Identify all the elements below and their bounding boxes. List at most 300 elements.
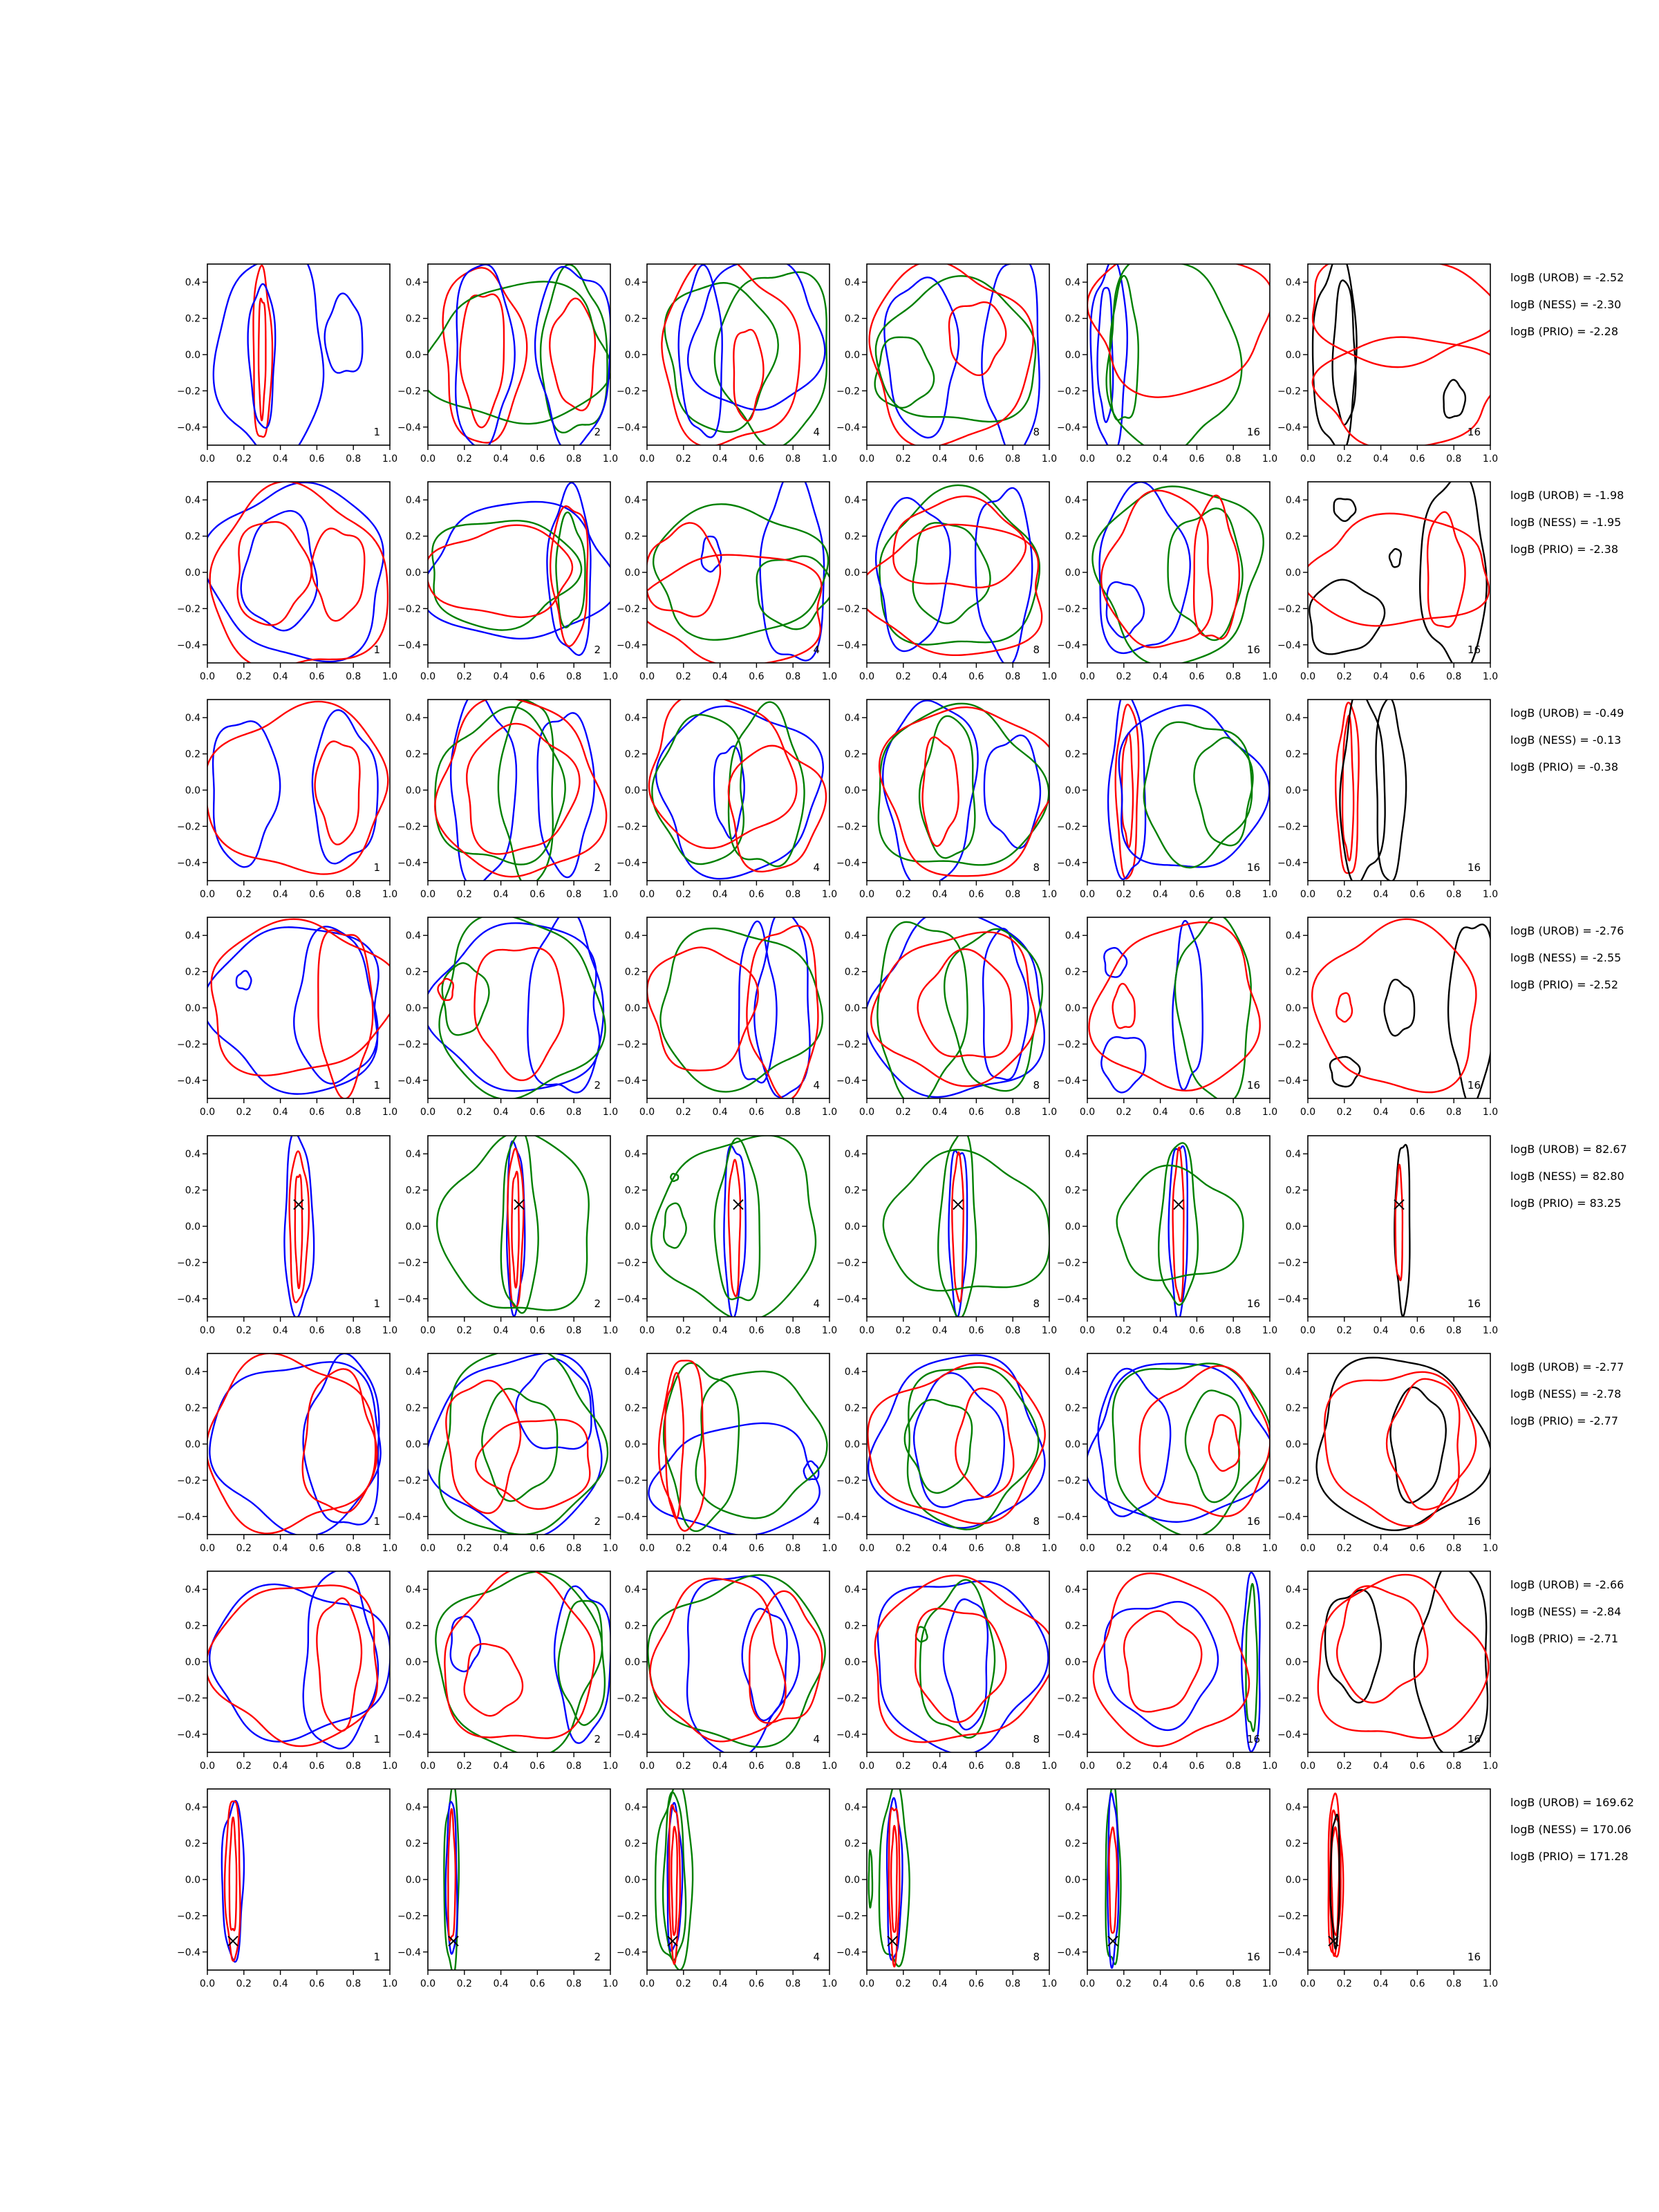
x-tick-label: 0.8 (346, 889, 362, 900)
x-tick-label: 0.2 (1116, 1761, 1132, 1772)
x-tick-label: 0.2 (895, 453, 911, 465)
y-tick-label: −0.4 (177, 1729, 200, 1741)
y-tick-label: 0.0 (185, 350, 200, 361)
y-tick-label: 0.4 (844, 1802, 860, 1814)
x-tick-label: 0.6 (968, 453, 984, 465)
x-tick-label: 0.4 (712, 671, 728, 682)
y-tick-label: −0.2 (1277, 1475, 1301, 1487)
x-tick-label: 0.4 (1152, 1978, 1168, 1989)
x-tick-label: 1.0 (602, 1978, 619, 1989)
y-tick-label: −0.2 (1277, 603, 1301, 615)
x-tick-label: 0.6 (749, 671, 765, 682)
y-tick-label: 0.4 (1065, 495, 1080, 507)
x-tick-label: 0.8 (785, 1978, 801, 1989)
x-tick-label: 0.4 (1373, 1107, 1389, 1118)
x-tick-label: 0.0 (859, 1978, 875, 1989)
y-tick-label: 0.4 (844, 713, 860, 724)
y-tick-label: 0.0 (1285, 1003, 1301, 1014)
x-tick-label: 1.0 (1262, 453, 1278, 465)
y-tick-label: 0.0 (844, 1003, 860, 1014)
y-tick-label: 0.4 (405, 1367, 421, 1378)
x-tick-label: 0.2 (456, 1543, 472, 1554)
y-tick-label: −0.4 (836, 1947, 860, 1958)
logb-annotation: logB (PRIO) = -2.28 (1510, 325, 1618, 338)
x-tick-label: 0.0 (1300, 671, 1316, 682)
panel-number-label: 2 (594, 1515, 601, 1528)
panel-number-label: 8 (1033, 1079, 1040, 1091)
x-tick-label: 0.6 (749, 1978, 765, 1989)
x-tick-label: 0.2 (456, 1761, 472, 1772)
x-tick-label: 0.0 (1079, 889, 1096, 900)
y-tick-label: −0.4 (836, 1075, 860, 1087)
x-tick-label: 0.2 (1336, 1543, 1352, 1554)
x-tick-label: 0.6 (529, 453, 545, 465)
y-tick-label: −0.4 (1057, 1729, 1080, 1741)
x-tick-label: 0.4 (932, 889, 948, 900)
x-tick-label: 0.4 (1373, 889, 1389, 900)
panel-number-label: 16 (1246, 1951, 1260, 1963)
panel-number-label: 4 (813, 1733, 820, 1745)
y-tick-label: −0.2 (617, 386, 640, 397)
x-tick-label: 0.4 (932, 1325, 948, 1336)
x-tick-label: 0.2 (1336, 1107, 1352, 1118)
y-tick-label: 0.2 (624, 966, 640, 978)
x-tick-label: 0.2 (895, 671, 911, 682)
x-tick-label: 0.8 (1226, 1978, 1241, 1989)
y-tick-label: 0.0 (1285, 1221, 1301, 1232)
y-tick-label: 0.0 (844, 350, 860, 361)
y-tick-label: −0.2 (1057, 821, 1080, 833)
y-tick-label: −0.4 (617, 422, 640, 433)
y-tick-label: 0.4 (624, 1584, 640, 1596)
x-tick-label: 1.0 (821, 889, 838, 900)
x-tick-label: 1.0 (1041, 1325, 1058, 1336)
x-tick-label: 1.0 (1482, 889, 1499, 900)
x-tick-label: 0.8 (785, 1761, 801, 1772)
y-tick-label: −0.4 (397, 422, 421, 433)
y-tick-label: −0.2 (397, 1475, 421, 1487)
x-tick-label: 0.2 (1116, 889, 1132, 900)
y-tick-label: −0.2 (836, 603, 860, 615)
y-tick-label: −0.4 (617, 857, 640, 869)
y-tick-label: −0.4 (177, 1293, 200, 1305)
y-tick-label: 0.2 (624, 1403, 640, 1414)
x-tick-label: 0.0 (1079, 1107, 1096, 1118)
x-tick-label: 0.4 (272, 889, 288, 900)
x-tick-label: 0.4 (1373, 671, 1389, 682)
y-tick-label: 0.2 (1285, 749, 1301, 760)
y-tick-label: 0.0 (185, 568, 200, 579)
x-tick-label: 1.0 (821, 1543, 838, 1554)
y-tick-label: 0.2 (1285, 531, 1301, 543)
y-tick-label: −0.2 (1277, 1257, 1301, 1269)
x-tick-label: 0.4 (712, 1107, 728, 1118)
x-tick-label: 0.4 (1152, 671, 1168, 682)
y-tick-label: 0.0 (844, 568, 860, 579)
x-tick-label: 0.2 (1116, 453, 1132, 465)
y-tick-label: 0.2 (624, 749, 640, 760)
x-tick-label: 0.2 (1336, 453, 1352, 465)
y-tick-label: 0.0 (624, 350, 640, 361)
panel-number-label: 4 (813, 1951, 820, 1963)
x-tick-label: 0.8 (1005, 1978, 1021, 1989)
y-tick-label: 0.4 (1065, 277, 1080, 289)
y-tick-label: 0.0 (1285, 1875, 1301, 1886)
x-tick-label: 1.0 (602, 1761, 619, 1772)
x-tick-label: 0.4 (1373, 1325, 1389, 1336)
x-tick-label: 0.6 (749, 1325, 765, 1336)
x-tick-label: 0.2 (456, 1325, 472, 1336)
x-tick-label: 0.0 (1300, 1543, 1316, 1554)
y-tick-label: −0.2 (397, 1257, 421, 1269)
y-tick-label: 0.2 (405, 531, 421, 543)
logb-annotation: logB (UROB) = -2.52 (1510, 271, 1624, 284)
y-tick-label: 0.4 (185, 713, 200, 724)
panel-number-label: 2 (594, 861, 601, 874)
y-tick-label: −0.4 (836, 857, 860, 869)
panel-number-label: 8 (1033, 644, 1040, 656)
y-tick-label: −0.4 (1277, 1293, 1301, 1305)
panel-number-label: 2 (594, 1733, 601, 1745)
x-tick-label: 0.8 (566, 1761, 582, 1772)
x-tick-label: 0.2 (1336, 1761, 1352, 1772)
y-tick-label: −0.2 (177, 1257, 200, 1269)
y-tick-label: −0.2 (1057, 1911, 1080, 1922)
y-tick-label: −0.2 (397, 386, 421, 397)
x-tick-label: 0.0 (420, 1107, 436, 1118)
x-tick-label: 0.8 (1226, 1543, 1241, 1554)
x-tick-label: 1.0 (1482, 1761, 1499, 1772)
panel-number-label: 1 (373, 1951, 380, 1963)
panel-number-label: 4 (813, 861, 820, 874)
x-tick-label: 0.8 (1446, 1325, 1462, 1336)
x-tick-label: 1.0 (1262, 1761, 1278, 1772)
x-tick-label: 0.8 (785, 1325, 801, 1336)
x-tick-label: 0.6 (968, 889, 984, 900)
x-tick-label: 0.4 (493, 889, 509, 900)
y-tick-label: −0.2 (1057, 603, 1080, 615)
logb-annotation: logB (UROB) = -2.66 (1510, 1578, 1624, 1591)
logb-annotation: logB (UROB) = 82.67 (1510, 1143, 1627, 1156)
panel-number-label: 1 (373, 1079, 380, 1091)
x-tick-label: 1.0 (1482, 1978, 1499, 1989)
x-tick-label: 0.8 (1005, 1543, 1021, 1554)
x-tick-label: 0.8 (1005, 889, 1021, 900)
x-tick-label: 0.6 (529, 1543, 545, 1554)
panel-number-label: 4 (813, 426, 820, 438)
logb-annotation: logB (NESS) = -2.78 (1510, 1387, 1622, 1400)
y-tick-label: 0.4 (1285, 495, 1301, 507)
panel-number-label: 1 (373, 1733, 380, 1745)
y-tick-label: 0.2 (405, 1838, 421, 1850)
y-tick-label: 0.2 (1065, 1838, 1080, 1850)
panel-number-label: 1 (373, 1515, 380, 1528)
y-tick-label: −0.2 (397, 1693, 421, 1705)
y-tick-label: 0.2 (624, 531, 640, 543)
x-tick-label: 0.2 (675, 1107, 691, 1118)
logb-annotation: logB (PRIO) = -0.38 (1510, 760, 1618, 774)
x-tick-label: 0.4 (1373, 453, 1389, 465)
y-tick-label: 0.2 (405, 1620, 421, 1632)
y-tick-label: 0.0 (624, 1439, 640, 1450)
y-tick-label: 0.2 (1065, 313, 1080, 325)
y-tick-label: 0.2 (185, 1185, 200, 1197)
y-tick-label: 0.4 (1065, 1802, 1080, 1814)
x-tick-label: 0.2 (675, 1761, 691, 1772)
y-tick-label: 0.4 (185, 930, 200, 942)
y-tick-label: 0.2 (624, 1185, 640, 1197)
y-tick-label: 0.4 (844, 1584, 860, 1596)
x-tick-label: 0.2 (1336, 889, 1352, 900)
y-tick-label: −0.2 (1277, 386, 1301, 397)
y-tick-label: 0.2 (624, 1838, 640, 1850)
logb-annotation: logB (UROB) = -2.76 (1510, 924, 1624, 937)
y-tick-label: −0.4 (1277, 1729, 1301, 1741)
x-tick-label: 0.8 (1446, 1978, 1462, 1989)
panel-number-label: 8 (1033, 1951, 1040, 1963)
x-tick-label: 1.0 (1041, 889, 1058, 900)
logb-annotation: logB (PRIO) = -2.38 (1510, 543, 1618, 556)
y-tick-label: −0.2 (177, 1693, 200, 1705)
y-tick-label: 0.0 (405, 785, 421, 796)
y-tick-label: 0.0 (1285, 350, 1301, 361)
x-tick-label: 0.8 (1005, 1761, 1021, 1772)
y-tick-label: 0.0 (1065, 1439, 1080, 1450)
x-tick-label: 1.0 (602, 1107, 619, 1118)
x-tick-label: 0.0 (199, 889, 216, 900)
y-tick-label: 0.2 (1285, 1838, 1301, 1850)
x-tick-label: 0.8 (785, 453, 801, 465)
x-tick-label: 0.6 (749, 453, 765, 465)
x-tick-label: 0.6 (529, 889, 545, 900)
y-tick-label: 0.2 (405, 313, 421, 325)
x-tick-label: 0.8 (1226, 671, 1241, 682)
panel-number-label: 4 (813, 1297, 820, 1310)
y-tick-label: 0.4 (1285, 277, 1301, 289)
x-tick-label: 0.2 (456, 889, 472, 900)
x-tick-label: 0.8 (566, 1107, 582, 1118)
y-tick-label: 0.4 (624, 495, 640, 507)
y-tick-label: 0.4 (1065, 1584, 1080, 1596)
x-tick-label: 0.4 (272, 671, 288, 682)
y-tick-label: 0.0 (624, 1003, 640, 1014)
y-tick-label: −0.4 (617, 1511, 640, 1523)
x-tick-label: 0.0 (1079, 1325, 1096, 1336)
y-tick-label: 0.4 (1285, 930, 1301, 942)
x-tick-label: 0.0 (199, 1107, 216, 1118)
x-tick-label: 0.0 (1079, 453, 1096, 465)
x-tick-label: 1.0 (1262, 1543, 1278, 1554)
x-tick-label: 0.6 (968, 1107, 984, 1118)
x-tick-label: 0.4 (712, 1543, 728, 1554)
x-tick-label: 0.8 (785, 1543, 801, 1554)
logb-annotation: logB (UROB) = -2.77 (1510, 1360, 1624, 1374)
y-tick-label: −0.2 (1057, 1693, 1080, 1705)
y-tick-label: −0.4 (836, 1729, 860, 1741)
panel-number-label: 2 (594, 426, 601, 438)
x-tick-label: 0.4 (272, 1325, 288, 1336)
y-tick-label: 0.2 (1065, 531, 1080, 543)
y-tick-label: 0.2 (405, 749, 421, 760)
x-tick-label: 0.6 (1409, 1107, 1425, 1118)
y-tick-label: 0.0 (1065, 568, 1080, 579)
x-tick-label: 0.4 (272, 1107, 288, 1118)
panel-number-label: 8 (1033, 426, 1040, 438)
y-tick-label: −0.2 (1277, 1693, 1301, 1705)
y-tick-label: 0.4 (844, 930, 860, 942)
y-tick-label: 0.0 (185, 1439, 200, 1450)
y-tick-label: 0.4 (1285, 1584, 1301, 1596)
y-tick-label: 0.2 (624, 1620, 640, 1632)
x-tick-label: 0.6 (309, 1543, 325, 1554)
y-tick-label: 0.4 (185, 495, 200, 507)
x-tick-label: 0.8 (785, 1107, 801, 1118)
y-tick-label: 0.4 (624, 1149, 640, 1161)
y-tick-label: 0.2 (1065, 1403, 1080, 1414)
x-tick-label: 0.4 (272, 1761, 288, 1772)
x-tick-label: 0.8 (1446, 671, 1462, 682)
x-tick-label: 0.8 (1446, 1107, 1462, 1118)
x-tick-label: 1.0 (1482, 671, 1499, 682)
x-tick-label: 0.2 (1116, 1978, 1132, 1989)
x-tick-label: 0.4 (712, 1978, 728, 1989)
y-tick-label: 0.2 (624, 313, 640, 325)
x-tick-label: 1.0 (1482, 1107, 1499, 1118)
panel-number-label: 16 (1467, 426, 1481, 438)
y-tick-label: −0.4 (177, 1511, 200, 1523)
x-tick-label: 0.4 (712, 1761, 728, 1772)
panel-number-label: 4 (813, 1515, 820, 1528)
y-tick-label: 0.0 (185, 785, 200, 796)
x-tick-label: 0.6 (309, 671, 325, 682)
y-tick-label: −0.4 (1277, 1075, 1301, 1087)
x-tick-label: 0.2 (236, 889, 252, 900)
y-tick-label: −0.2 (617, 821, 640, 833)
y-tick-label: −0.4 (836, 1511, 860, 1523)
x-tick-label: 1.0 (1262, 1978, 1278, 1989)
x-tick-label: 0.6 (1189, 1325, 1205, 1336)
y-tick-label: 0.2 (405, 1403, 421, 1414)
x-tick-label: 0.8 (785, 889, 801, 900)
x-tick-label: 0.6 (1189, 453, 1205, 465)
x-tick-label: 0.4 (932, 1761, 948, 1772)
x-tick-label: 0.8 (1226, 1107, 1241, 1118)
x-tick-label: 0.4 (712, 1325, 728, 1336)
y-tick-label: 0.4 (405, 1584, 421, 1596)
x-tick-label: 1.0 (382, 671, 398, 682)
y-tick-label: 0.0 (844, 785, 860, 796)
y-tick-label: −0.4 (617, 1729, 640, 1741)
x-tick-label: 0.0 (859, 453, 875, 465)
y-tick-label: −0.2 (177, 386, 200, 397)
x-tick-label: 0.2 (895, 889, 911, 900)
x-tick-label: 0.4 (493, 1761, 509, 1772)
x-tick-label: 1.0 (1482, 1543, 1499, 1554)
y-tick-label: −0.2 (1277, 1911, 1301, 1922)
y-tick-label: 0.4 (405, 930, 421, 942)
y-tick-label: −0.4 (617, 1947, 640, 1958)
x-tick-label: 1.0 (602, 671, 619, 682)
y-tick-label: −0.2 (177, 1475, 200, 1487)
y-tick-label: 0.2 (844, 749, 860, 760)
y-tick-label: −0.4 (177, 422, 200, 433)
x-tick-label: 0.0 (199, 453, 216, 465)
x-tick-label: 0.6 (309, 1761, 325, 1772)
x-tick-label: 0.8 (1446, 453, 1462, 465)
y-tick-label: −0.2 (1277, 1039, 1301, 1051)
y-tick-label: −0.4 (1277, 857, 1301, 869)
x-tick-label: 0.2 (1116, 1107, 1132, 1118)
x-tick-label: 0.6 (529, 1978, 545, 1989)
x-tick-label: 0.4 (493, 1325, 509, 1336)
y-tick-label: −0.2 (397, 1911, 421, 1922)
y-tick-label: 0.4 (1285, 1802, 1301, 1814)
y-tick-label: −0.4 (1277, 1511, 1301, 1523)
y-tick-label: 0.0 (405, 1875, 421, 1886)
y-tick-label: 0.0 (624, 785, 640, 796)
x-tick-label: 0.2 (895, 1761, 911, 1772)
y-tick-label: −0.2 (617, 1693, 640, 1705)
x-tick-label: 1.0 (602, 1325, 619, 1336)
x-tick-label: 0.4 (1152, 1325, 1168, 1336)
x-tick-label: 0.0 (859, 1325, 875, 1336)
y-tick-label: −0.2 (617, 1475, 640, 1487)
x-tick-label: 1.0 (821, 453, 838, 465)
panel-number-label: 16 (1246, 1297, 1260, 1310)
x-tick-label: 0.2 (456, 453, 472, 465)
y-tick-label: −0.2 (836, 386, 860, 397)
x-tick-label: 0.0 (1079, 1543, 1096, 1554)
y-tick-label: −0.4 (177, 1075, 200, 1087)
x-tick-label: 0.0 (1079, 671, 1096, 682)
panel-number-label: 16 (1246, 861, 1260, 874)
x-tick-label: 0.0 (639, 453, 655, 465)
y-tick-label: −0.2 (836, 1039, 860, 1051)
x-tick-label: 0.6 (1409, 453, 1425, 465)
x-tick-label: 0.8 (346, 453, 362, 465)
x-tick-label: 0.0 (639, 1325, 655, 1336)
y-tick-label: 0.4 (624, 1367, 640, 1378)
panel-number-label: 2 (594, 1297, 601, 1310)
x-tick-label: 0.4 (1152, 1543, 1168, 1554)
x-tick-label: 0.8 (346, 1107, 362, 1118)
x-tick-label: 0.2 (236, 1107, 252, 1118)
x-tick-label: 1.0 (1041, 1978, 1058, 1989)
y-tick-label: 0.4 (1285, 1367, 1301, 1378)
x-tick-label: 0.0 (199, 1325, 216, 1336)
y-tick-label: 0.2 (185, 749, 200, 760)
y-tick-label: 0.0 (185, 1875, 200, 1886)
y-tick-label: −0.2 (617, 603, 640, 615)
y-tick-label: 0.0 (844, 1657, 860, 1668)
x-tick-label: 0.2 (675, 889, 691, 900)
x-tick-label: 0.8 (1226, 453, 1241, 465)
y-tick-label: −0.4 (1057, 1293, 1080, 1305)
x-tick-label: 0.0 (639, 1761, 655, 1772)
x-tick-label: 1.0 (602, 1543, 619, 1554)
x-tick-label: 0.8 (1005, 1325, 1021, 1336)
panel-number-label: 16 (1246, 426, 1260, 438)
y-tick-label: 0.2 (844, 313, 860, 325)
y-tick-label: 0.4 (624, 277, 640, 289)
x-tick-label: 0.2 (456, 671, 472, 682)
logb-annotation: logB (UROB) = 169.62 (1510, 1796, 1634, 1809)
logb-annotation: logB (NESS) = -2.84 (1510, 1605, 1622, 1618)
x-tick-label: 0.6 (1189, 1107, 1205, 1118)
x-tick-label: 0.8 (566, 671, 582, 682)
y-tick-label: 0.2 (1065, 1185, 1080, 1197)
x-tick-label: 0.0 (199, 1543, 216, 1554)
